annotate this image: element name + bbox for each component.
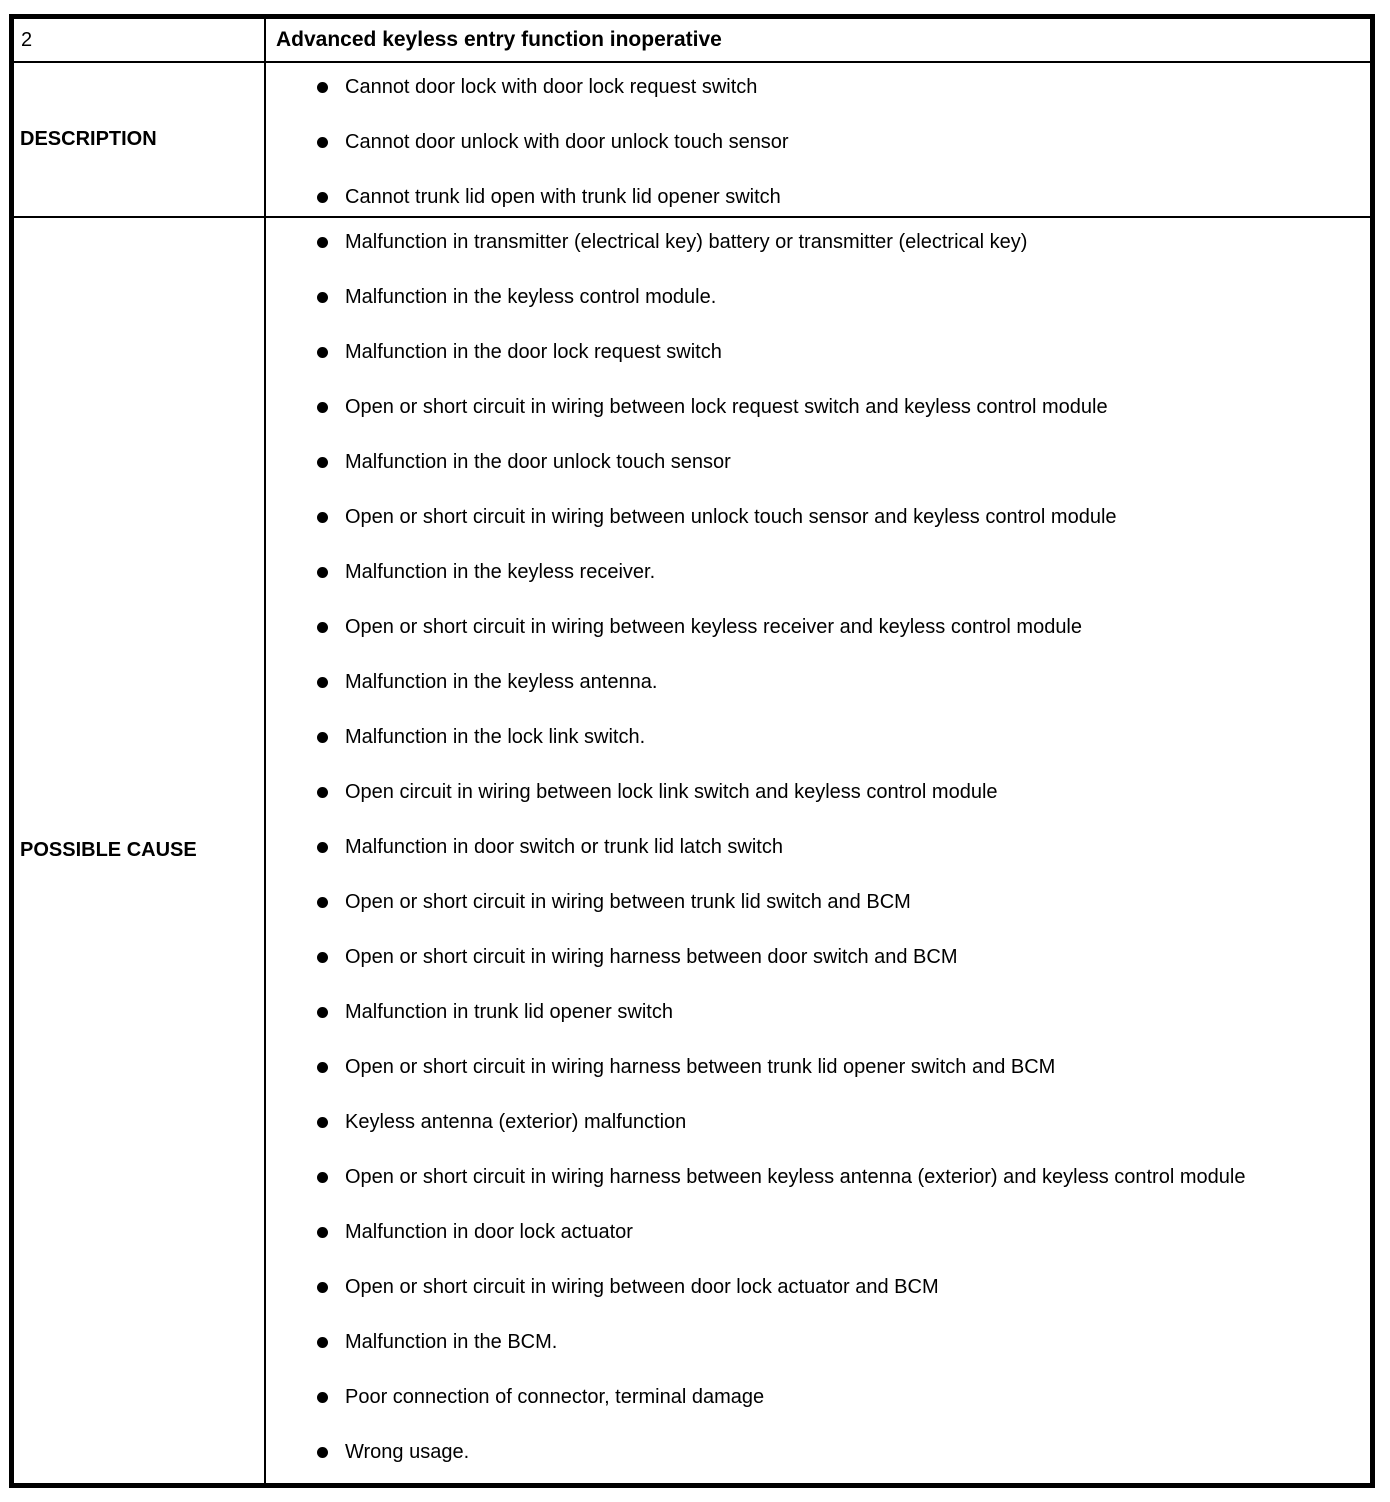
bullet-text: Malfunction in the keyless antenna. <box>345 671 658 693</box>
bullet-item <box>266 833 1350 861</box>
bullet-icon <box>317 1227 328 1238</box>
item-number-cell <box>14 19 266 63</box>
bullet-text: Open or short circuit in wiring between trunk lid switch and BCM <box>345 891 911 913</box>
bullet-icon <box>317 952 328 963</box>
bullet-text: Open or short circuit in wiring harness between door switch and BCM <box>345 946 958 968</box>
bullet-icon <box>317 1392 328 1403</box>
bullet-item <box>266 778 1350 806</box>
bullet-icon <box>317 137 328 148</box>
bullet-text: Open or short circuit in wiring between lock request switch and keyless control module <box>345 396 1108 418</box>
bullet-text: Wrong usage. <box>345 1441 470 1463</box>
bullet-item <box>266 668 1350 696</box>
bullet-item <box>266 393 1350 421</box>
bullet-item <box>266 503 1350 531</box>
bullet-icon <box>317 622 328 633</box>
bullet-text: Malfunction in door switch or trunk lid latch switch <box>345 836 783 858</box>
bullet-icon <box>317 82 328 93</box>
bullet-text: Open circuit in wiring between lock link switch and keyless control module <box>345 781 998 803</box>
bullet-text: Cannot door unlock with door unlock touch sensor <box>345 131 789 153</box>
bullet-item <box>266 558 1350 586</box>
troubleshooting-table <box>9 14 1375 1488</box>
bullet-icon <box>317 457 328 468</box>
bullet-icon <box>317 347 328 358</box>
bullet-item <box>266 128 1350 156</box>
symptom-title-cell <box>266 19 1370 63</box>
bullet-icon <box>317 1007 328 1018</box>
bullet-item <box>266 1053 1350 1081</box>
possible-cause-label-cell <box>14 218 266 1483</box>
bullet-item <box>266 1383 1350 1411</box>
bullet-item <box>266 283 1350 311</box>
bullet-item <box>266 1328 1350 1356</box>
description-content-cell <box>266 63 1370 218</box>
bullet-icon <box>317 1337 328 1348</box>
bullet-item <box>266 1218 1350 1246</box>
bullet-item <box>266 1438 1350 1466</box>
bullet-item <box>266 1273 1350 1301</box>
bullet-text: Open or short circuit in wiring between unlock touch sensor and keyless control module <box>345 506 1117 528</box>
bullet-text: Malfunction in the door unlock touch sensor <box>345 451 731 473</box>
bullet-icon <box>317 897 328 908</box>
bullet-item <box>266 1108 1350 1136</box>
bullet-text: Malfunction in trunk lid opener switch <box>345 1001 673 1023</box>
bullet-text: Open or short circuit in wiring harness between trunk lid opener switch and BCM <box>345 1056 1056 1078</box>
bullet-icon <box>317 567 328 578</box>
bullet-text: Malfunction in transmitter (electrical key) battery or transmitter (electrical key) <box>345 231 1028 253</box>
description-list <box>266 63 1370 213</box>
bullet-text: Malfunction in the BCM. <box>345 1331 558 1353</box>
description-label-cell <box>14 63 266 218</box>
bullet-icon <box>317 237 328 248</box>
bullet-icon <box>317 512 328 523</box>
bullet-icon <box>317 787 328 798</box>
bullet-text: Malfunction in door lock actuator <box>345 1221 633 1243</box>
bullet-icon <box>317 292 328 303</box>
bullet-icon <box>317 842 328 853</box>
bullet-icon <box>317 402 328 413</box>
bullet-text: Open or short circuit in wiring harness between keyless antenna (exterior) and keyless control module <box>345 1166 1246 1188</box>
possible-cause-list <box>266 218 1370 1468</box>
bullet-text: Malfunction in the door lock request switch <box>345 341 722 363</box>
bullet-icon <box>317 677 328 688</box>
bullet-item <box>266 338 1350 366</box>
bullet-icon <box>317 1062 328 1073</box>
bullet-text: Malfunction in the lock link switch. <box>345 726 646 748</box>
bullet-icon <box>317 1117 328 1128</box>
bullet-icon <box>317 1282 328 1293</box>
symptom-title: Advanced keyless entry function inoperative <box>276 28 722 51</box>
bullet-item <box>266 723 1350 751</box>
bullet-item <box>266 998 1350 1026</box>
item-number: 2 <box>21 28 33 51</box>
possible-cause-label: POSSIBLE CAUSE <box>20 839 197 861</box>
bullet-item <box>266 613 1350 641</box>
bullet-text: Malfunction in the keyless receiver. <box>345 561 656 583</box>
bullet-text: Malfunction in the keyless control module. <box>345 286 717 308</box>
bullet-text: Cannot trunk lid open with trunk lid opener switch <box>345 186 781 208</box>
bullet-item <box>266 228 1350 256</box>
bullet-item <box>266 943 1350 971</box>
description-label: DESCRIPTION <box>20 128 157 150</box>
bullet-text: Cannot door lock with door lock request switch <box>345 76 758 98</box>
bullet-icon <box>317 192 328 203</box>
bullet-item <box>266 183 1350 211</box>
bullet-item <box>266 1163 1350 1191</box>
bullet-text: Keyless antenna (exterior) malfunction <box>345 1111 687 1133</box>
bullet-icon <box>317 732 328 743</box>
bullet-text: Open or short circuit in wiring between door lock actuator and BCM <box>345 1276 939 1298</box>
bullet-text: Open or short circuit in wiring between keyless receiver and keyless control module <box>345 616 1083 638</box>
bullet-text: Poor connection of connector, terminal damage <box>345 1386 765 1408</box>
bullet-item <box>266 888 1350 916</box>
possible-cause-content-cell <box>266 218 1370 1483</box>
bullet-icon <box>317 1172 328 1183</box>
bullet-item <box>266 448 1350 476</box>
bullet-item <box>266 73 1350 101</box>
bullet-icon <box>317 1447 328 1458</box>
